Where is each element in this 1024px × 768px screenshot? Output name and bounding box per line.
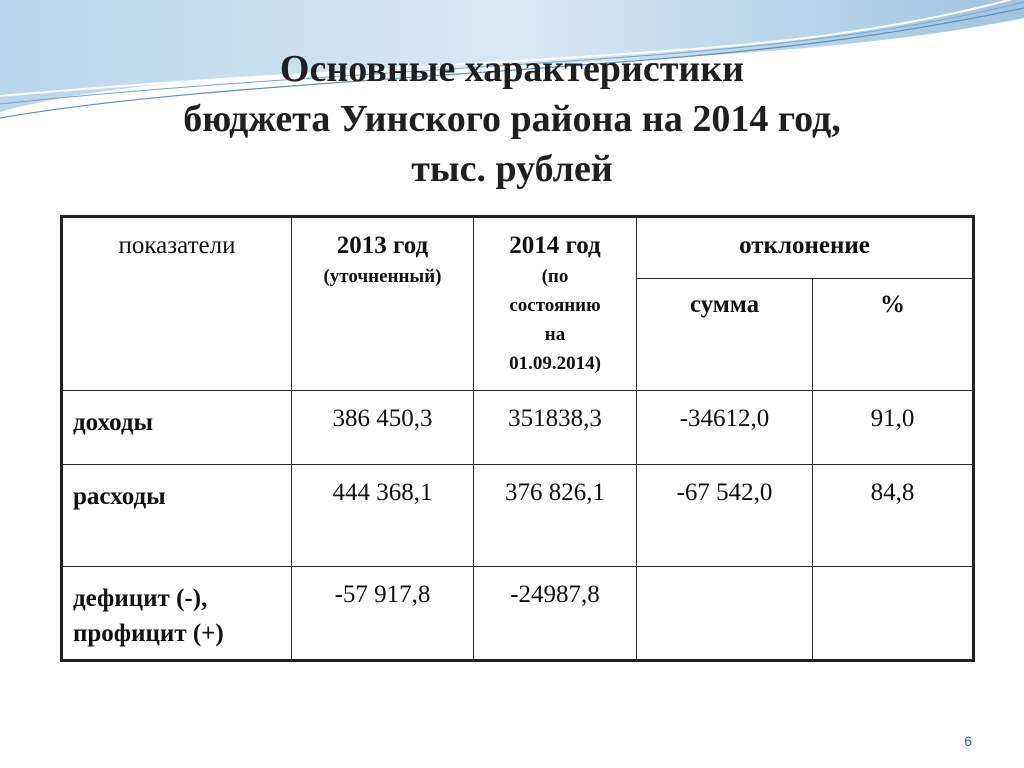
header-2014-note-4: 01.09.2014) xyxy=(509,353,601,374)
row-label-deficit xyxy=(62,567,292,661)
header-deviation: отклонение xyxy=(637,217,974,279)
cell-deficit-2014: -24987,8 xyxy=(474,567,637,661)
header-2014-label: 2014 год xyxy=(509,232,601,259)
row-label-deficit-2: профицит (+) xyxy=(73,620,224,647)
budget-table xyxy=(60,215,975,662)
title-line-2: бюджета Уинского района на 2014 год, xyxy=(183,98,841,140)
cell-expenses-percent: 84,8 xyxy=(813,465,974,567)
cell-deficit-percent xyxy=(813,567,974,661)
header-2014-note-3: на xyxy=(544,324,566,345)
page-title xyxy=(62,44,962,194)
cell-deficit-amount xyxy=(637,567,813,661)
cell-income-amount: -34612,0 xyxy=(637,391,813,465)
table-row xyxy=(62,465,974,567)
table-header-row xyxy=(62,217,974,279)
cell-expenses-amount: -67 542,0 xyxy=(637,465,813,567)
header-2014-note-1: (по xyxy=(541,266,569,287)
header-indicators: показатели xyxy=(62,217,292,391)
header-2013-label: 2013 год xyxy=(336,232,429,259)
header-2014-note-2: состоянию xyxy=(509,295,601,316)
header-2013 xyxy=(292,217,474,391)
page-number: 6 xyxy=(964,733,972,749)
cell-income-2014: 351838,3 xyxy=(474,391,637,465)
title-line-1: Основные характеристики xyxy=(279,48,745,90)
header-amount: сумма xyxy=(637,279,813,391)
cell-expenses-2013: 444 368,1 xyxy=(292,465,474,567)
cell-income-percent: 91,0 xyxy=(813,391,974,465)
table-row xyxy=(62,567,974,661)
cell-deficit-2013: -57 917,8 xyxy=(292,567,474,661)
header-2014 xyxy=(474,217,637,391)
row-label-expenses: расходы xyxy=(62,465,292,567)
row-label-deficit-1: дефицит (-), xyxy=(73,585,208,612)
row-label-income: доходы xyxy=(62,391,292,465)
cell-income-2013: 386 450,3 xyxy=(292,391,474,465)
cell-expenses-2014: 376 826,1 xyxy=(474,465,637,567)
table-row xyxy=(62,391,974,465)
header-2013-note: (уточненный) xyxy=(323,266,442,287)
header-percent: % xyxy=(813,279,974,391)
title-line-3: тыс. рублей xyxy=(411,148,613,190)
